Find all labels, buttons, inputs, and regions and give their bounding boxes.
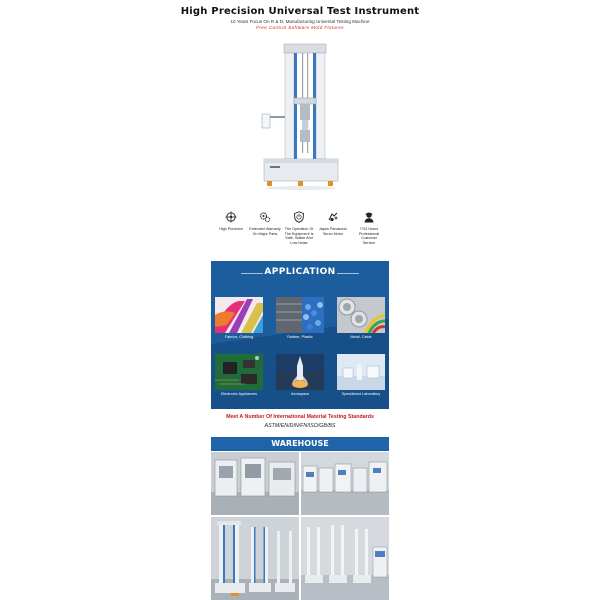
warehouse-banner <box>211 437 389 451</box>
feature-label: High Precision <box>219 227 243 231</box>
page-subtitle: 10 Years Focus On R & D, Manufacturing Universal Testing Machine <box>230 19 370 24</box>
page-tagline: Free Control Software Mold Fixtures <box>256 25 344 30</box>
tile-fabrics <box>215 297 263 333</box>
page-title: High Precision Universal Test Instrument <box>180 6 420 17</box>
tile-metal <box>337 297 385 333</box>
tile-label: Fabrics, Clothing <box>224 335 254 339</box>
application-title: APPLICATION <box>264 267 336 277</box>
feature-label: 7*24 Hours Professional Customer Service <box>358 227 380 245</box>
warehouse-photo <box>211 452 299 515</box>
tile-electronics <box>215 354 263 390</box>
tile-label: Specialized Laboratory <box>341 392 381 396</box>
standards-heading: Meet A Number Of International Material Testing Standards <box>226 414 374 420</box>
testing-machine-image <box>258 42 342 192</box>
tile-label: Aerospace <box>290 392 310 396</box>
feature-warranty <box>248 211 282 236</box>
feature-customer-service <box>352 211 386 245</box>
crosshair-icon <box>225 211 237 223</box>
tile-label: Metal, Cable <box>350 335 372 339</box>
warehouse-photo <box>301 452 389 515</box>
shield-clock-icon <box>293 211 305 223</box>
motor-icon <box>327 211 339 223</box>
feature-servo-motor <box>316 211 350 236</box>
gears-icon <box>259 211 271 223</box>
feature-label: Extended Warranty On Major Parts <box>249 227 281 236</box>
application-section <box>211 261 389 409</box>
tile-label: Rubber, Plastic <box>287 335 313 339</box>
feature-label: The Operation Of The Equipment Is Safe, Stable And Low Noise <box>284 227 314 245</box>
feature-row <box>214 211 386 251</box>
standards-list: ASTM/EN/DIN/FN/ISO/GB/BS <box>264 423 336 429</box>
tile-laboratory <box>337 354 385 390</box>
warehouse-photo <box>211 517 299 600</box>
tile-label: Electronic Appliances <box>220 392 258 396</box>
warehouse-photo <box>301 517 389 600</box>
agent-icon <box>363 211 375 223</box>
feature-safe-operation <box>282 211 316 245</box>
feature-high-precision <box>214 211 248 232</box>
warehouse-title: WAREHOUSE <box>271 439 329 448</box>
tile-rubber <box>276 297 324 333</box>
tile-aerospace <box>276 354 324 390</box>
feature-label: Japan Panasonic Servo Motor <box>318 227 348 236</box>
